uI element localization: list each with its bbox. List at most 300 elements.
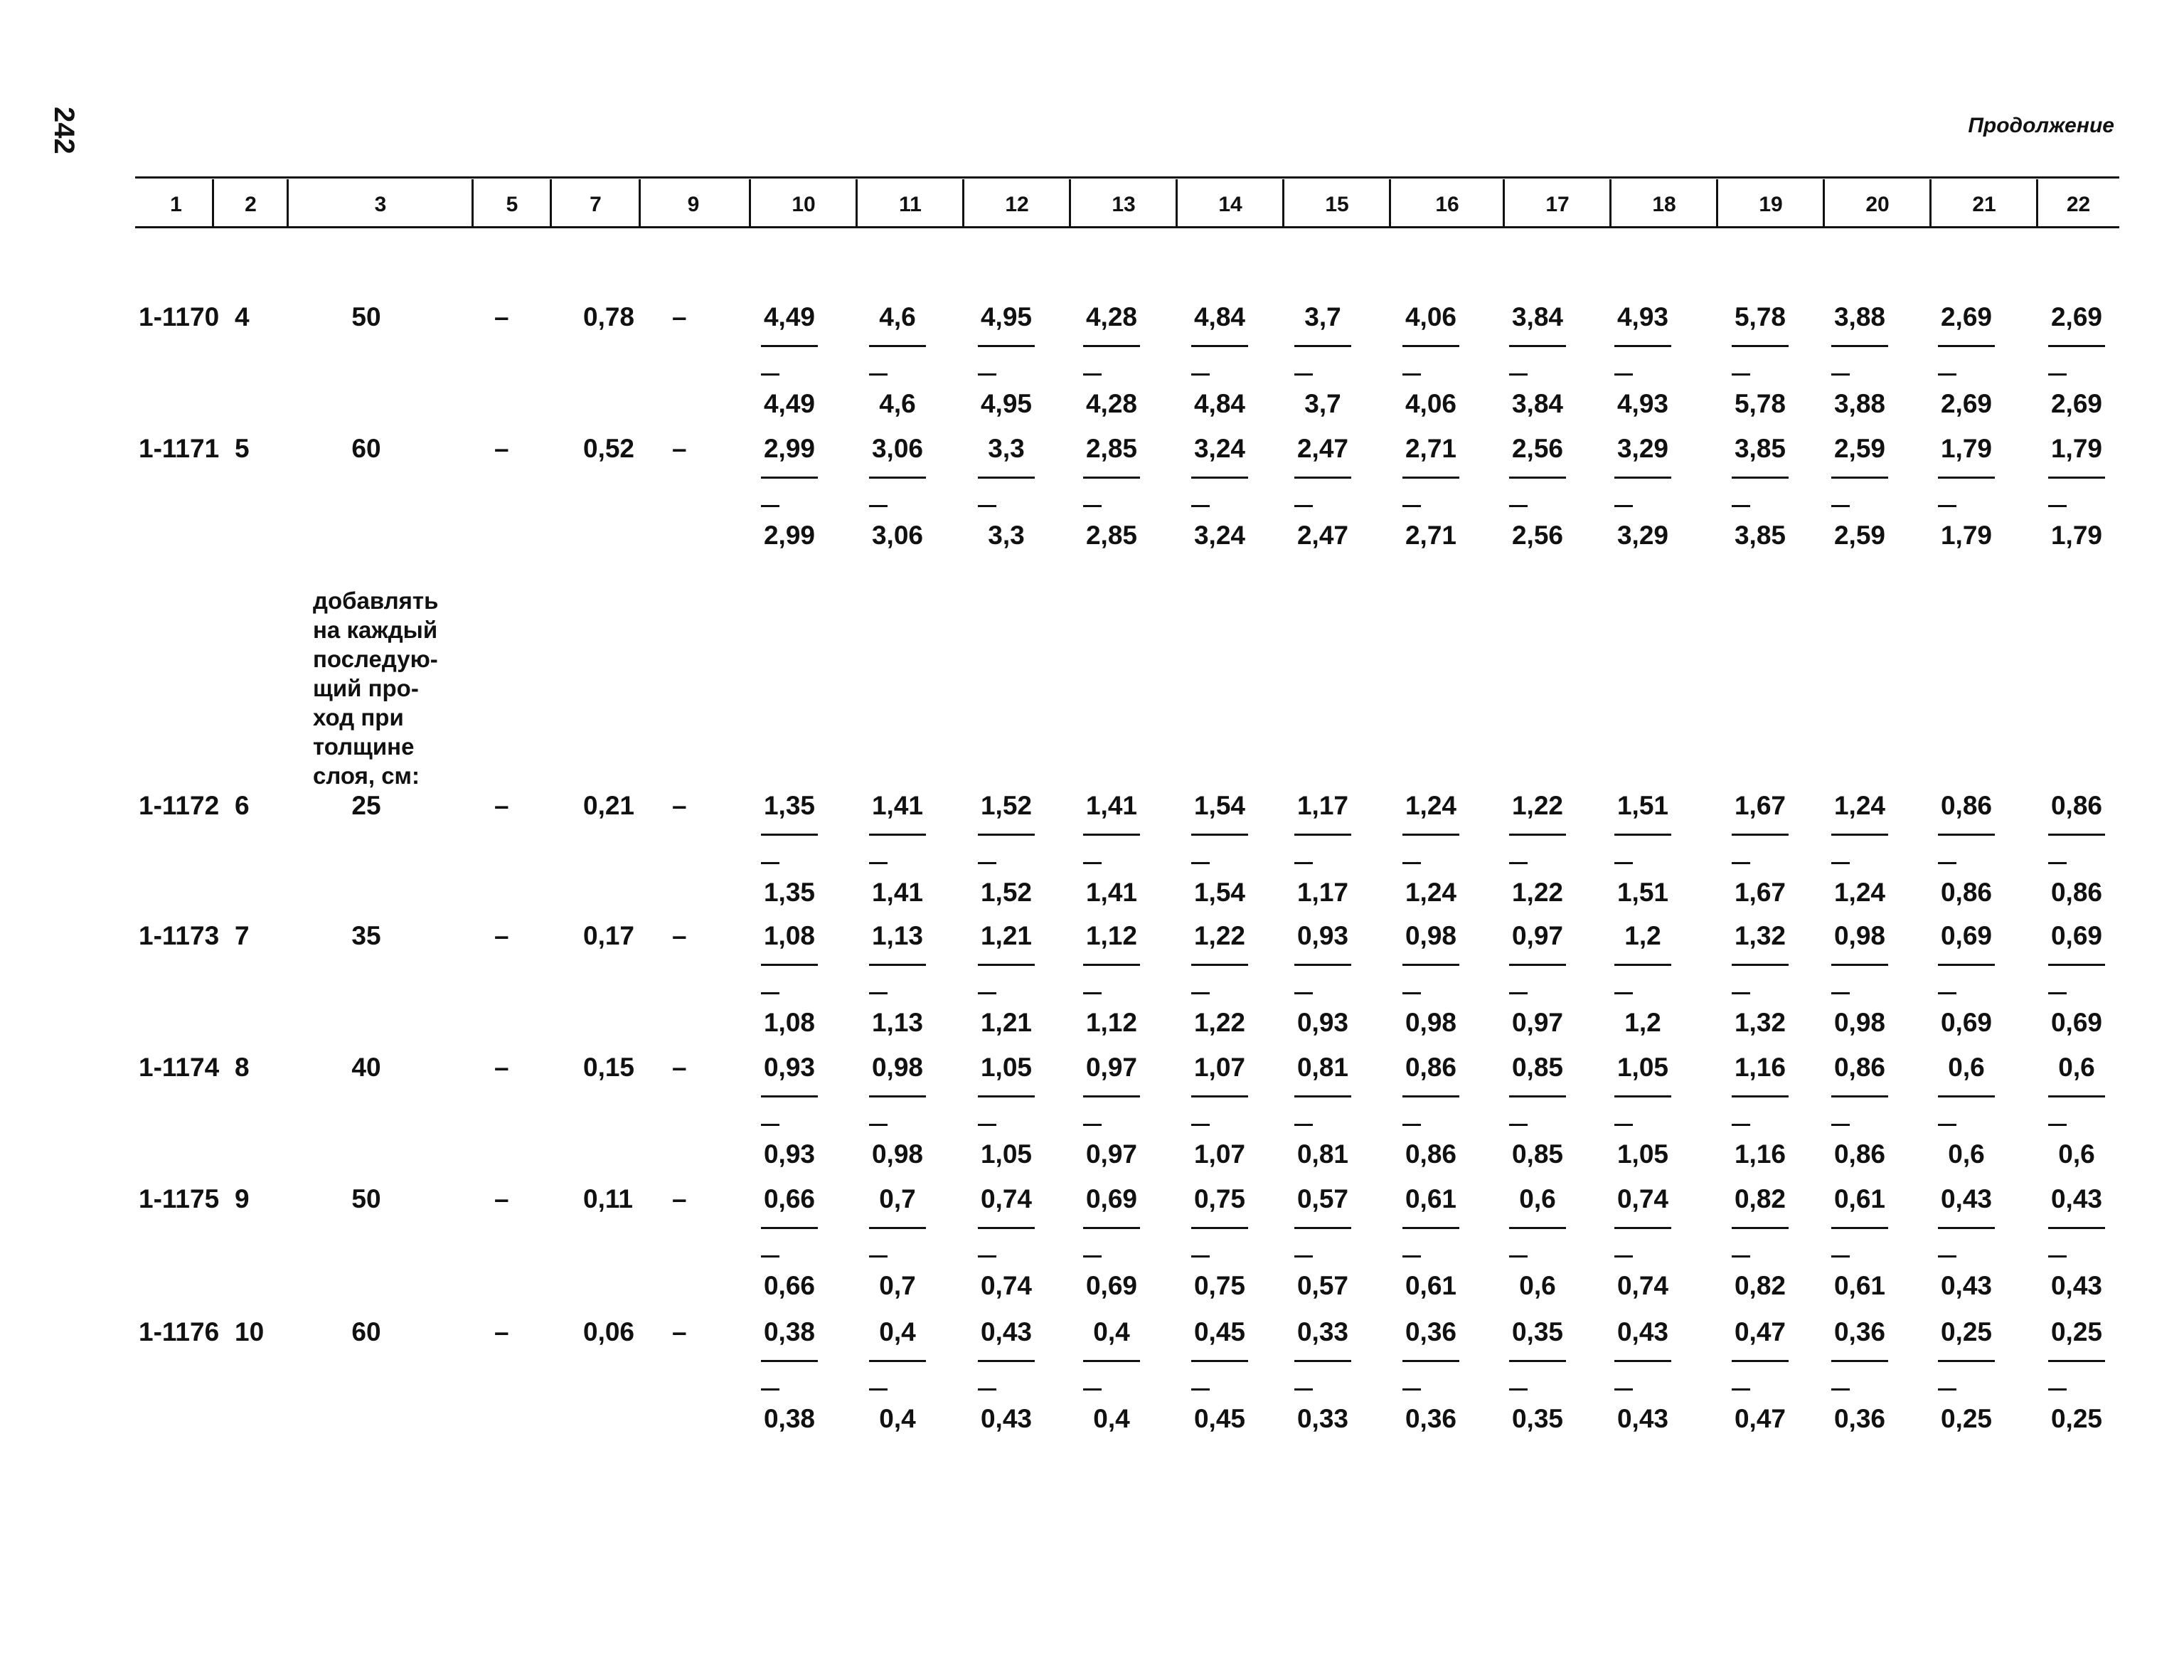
header-separator [550,179,552,226]
value-numerator: 0,4 [1093,1317,1130,1346]
value-denominator: 1,22 [1193,1008,1245,1037]
value-numerator: 1,79 [2050,434,2102,463]
fraction-line [1191,477,1248,479]
row-col7: 0,52 [583,434,635,463]
value-numerator: 0,81 [1296,1053,1348,1082]
value-numerator: 1,24 [1405,791,1456,820]
fraction-dash [1083,505,1102,507]
value-numerator: 0,66 [763,1184,815,1213]
value-denominator: 0,45 [1193,1404,1245,1433]
value-denominator: 4,6 [879,389,916,418]
value-denominator: 4,06 [1405,389,1456,418]
header-separator [2036,179,2038,226]
value-numerator: 0,43 [1616,1317,1668,1346]
row-col9: – [672,1317,687,1346]
fraction-line [2048,834,2105,836]
value-denominator: 0,61 [1405,1271,1456,1300]
value-denominator: 1,52 [980,878,1032,907]
fraction-dash [1732,505,1750,507]
value-numerator: 1,05 [1616,1053,1668,1082]
fraction-line [1614,345,1671,347]
fraction-line [2048,964,2105,966]
value-numerator: 0,45 [1193,1317,1245,1346]
fraction-line [1191,964,1248,966]
value-numerator: 1,32 [1734,921,1786,950]
value-denominator: 1,16 [1734,1139,1786,1169]
fraction-line [1614,834,1671,836]
value-denominator: 1,13 [871,1008,923,1037]
fraction-dash [1831,1255,1850,1258]
header-col-3: 3 [374,193,387,216]
fraction-dash [1831,862,1850,864]
value-denominator: 0,69 [1085,1271,1137,1300]
value-denominator: 4,28 [1085,389,1137,418]
fraction-dash [761,373,779,376]
header-separator [639,179,641,226]
value-numerator: 0,85 [1511,1053,1563,1082]
fraction-dash [1191,862,1210,864]
value-numerator: 2,59 [1833,434,1885,463]
header-separator [1503,179,1505,226]
value-denominator: 0,6 [1948,1139,1985,1169]
row-code: 1-1175 [139,1184,220,1213]
value-numerator: 4,06 [1405,302,1456,331]
fraction-dash [2048,1388,2067,1391]
value-denominator: 0,82 [1734,1271,1786,1300]
value-numerator: 0,43 [2050,1184,2102,1213]
fraction-dash [1732,992,1750,994]
row-col7: 0,17 [583,921,635,950]
fraction-dash [1732,1124,1750,1126]
fraction-dash [1191,1124,1210,1126]
header-col-12: 12 [1005,193,1029,216]
fraction-dash [1294,1124,1313,1126]
value-denominator: 5,78 [1734,389,1786,418]
fraction-line [1294,1360,1351,1362]
fraction-line [1191,834,1248,836]
fraction-dash [1831,1388,1850,1391]
fraction-line [1938,834,1995,836]
value-denominator: 4,49 [763,389,815,418]
fraction-dash [1614,1124,1633,1126]
fraction-dash [1938,1388,1956,1391]
value-denominator: 1,24 [1833,878,1885,907]
header-separator [1823,179,1825,226]
value-denominator: 0,35 [1511,1404,1563,1433]
value-numerator: 3,24 [1193,434,1245,463]
value-numerator: 3,84 [1511,302,1563,331]
value-numerator: 1,67 [1734,791,1786,820]
fraction-line [1083,477,1140,479]
value-numerator: 2,69 [2050,302,2102,331]
value-denominator: 0,69 [1940,1008,1992,1037]
value-denominator: 1,35 [763,878,815,907]
fraction-dash [869,505,888,507]
fraction-line [1083,1095,1140,1097]
value-denominator: 0,4 [1093,1404,1130,1433]
value-denominator: 2,69 [1940,389,1992,418]
header-col-22: 22 [2066,193,2091,216]
fraction-line [1294,345,1351,347]
row-col7: 0,15 [583,1053,635,1082]
header-col-7: 7 [590,193,602,216]
value-numerator: 1,41 [871,791,923,820]
fraction-dash [1294,373,1313,376]
fraction-line [1938,345,1995,347]
row-col5: – [494,921,509,950]
fraction-line [1191,1095,1248,1097]
value-denominator: 3,88 [1833,389,1885,418]
value-numerator: 2,85 [1085,434,1137,463]
row-col9: – [672,302,687,331]
header-col-18: 18 [1652,193,1676,216]
fraction-line [1831,477,1888,479]
value-denominator: 0,97 [1085,1139,1137,1169]
fraction-dash [2048,1124,2067,1126]
value-denominator: 1,05 [1616,1139,1668,1169]
fraction-line [869,345,926,347]
fraction-line [1083,964,1140,966]
fraction-line [1614,1095,1671,1097]
value-denominator: 3,3 [988,521,1025,550]
value-numerator: 2,56 [1511,434,1563,463]
value-numerator: 5,78 [1734,302,1786,331]
fraction-line [2048,477,2105,479]
fraction-dash [761,1255,779,1258]
value-numerator: 4,28 [1085,302,1137,331]
fraction-line [1614,1227,1671,1229]
value-numerator: 0,6 [1948,1053,1985,1082]
fraction-line [1938,1227,1995,1229]
fraction-line [1831,1227,1888,1229]
value-denominator: 1,2 [1624,1008,1661,1037]
fraction-dash [1509,1388,1528,1391]
value-denominator: 0,98 [1405,1008,1456,1037]
value-denominator: 0,36 [1833,1404,1885,1433]
fraction-line [1732,834,1789,836]
fraction-line [978,1095,1035,1097]
header-separator [749,179,751,226]
fraction-line [1294,477,1351,479]
value-numerator: 1,21 [980,921,1032,950]
value-numerator: 0,25 [2050,1317,2102,1346]
fraction-dash [1831,373,1850,376]
value-denominator: 0,47 [1734,1404,1786,1433]
value-denominator: 0,86 [2050,878,2102,907]
value-numerator: 1,16 [1734,1053,1786,1082]
fraction-line [1938,1360,1995,1362]
fraction-dash [1402,1124,1421,1126]
fraction-line [1083,834,1140,836]
value-denominator: 0,25 [2050,1404,2102,1433]
row-col3: 60 [351,434,381,463]
header-col-10: 10 [792,193,816,216]
fraction-dash [1402,862,1421,864]
row-col7: 0,78 [583,302,635,331]
row-col3: 50 [351,302,381,331]
value-denominator: 3,7 [1304,389,1341,418]
value-numerator: 0,69 [1085,1184,1137,1213]
value-numerator: 0,86 [2050,791,2102,820]
row-code: 1-1170 [139,302,220,331]
header-col-19: 19 [1759,193,1783,216]
fraction-dash [1938,1124,1956,1126]
fraction-dash [1191,992,1210,994]
value-denominator: 1,17 [1296,878,1348,907]
fraction-line [1083,1227,1140,1229]
header-col-2: 2 [245,193,257,216]
value-numerator: 0,35 [1511,1317,1563,1346]
fraction-dash [1509,505,1528,507]
fraction-dash [761,992,779,994]
value-numerator: 4,49 [763,302,815,331]
value-denominator: 2,47 [1296,521,1348,550]
fraction-line [978,477,1035,479]
row-col3: 40 [351,1053,381,1082]
row-col9: – [672,791,687,820]
row-number: 10 [235,1317,265,1346]
header-col-14: 14 [1218,193,1242,216]
fraction-line [1614,964,1671,966]
value-numerator: 0,97 [1085,1053,1137,1082]
fraction-dash [1732,1255,1750,1258]
fraction-dash [869,862,888,864]
value-numerator: 0,57 [1296,1184,1348,1213]
fraction-line [1938,964,1995,966]
fraction-line [1402,834,1459,836]
value-numerator: 0,74 [1616,1184,1668,1213]
fraction-dash [1938,992,1956,994]
header-col-9: 9 [687,193,700,216]
value-denominator: 0,43 [2050,1271,2102,1300]
fraction-line [1083,1360,1140,1362]
row-code: 1-1172 [139,791,220,820]
fraction-dash [1509,992,1528,994]
fraction-dash [1614,1388,1633,1391]
fraction-dash [978,1388,996,1391]
fraction-line [1732,345,1789,347]
value-numerator: 3,85 [1734,434,1786,463]
fraction-line [2048,1227,2105,1229]
value-denominator: 4,84 [1193,389,1245,418]
value-numerator: 0,69 [1940,921,1992,950]
fraction-line [1509,1095,1566,1097]
value-numerator: 0,98 [1405,921,1456,950]
value-denominator: 2,59 [1833,521,1885,550]
value-denominator: 0,6 [1519,1271,1556,1300]
header-separator [1282,179,1284,226]
value-denominator: 1,21 [980,1008,1032,1037]
fraction-dash [1191,505,1210,507]
value-denominator: 3,06 [871,521,923,550]
fraction-line [1831,1095,1888,1097]
value-numerator: 0,38 [763,1317,815,1346]
value-denominator: 1,05 [980,1139,1032,1169]
fraction-line [978,834,1035,836]
row-code: 1-1171 [139,434,220,463]
value-denominator: 1,32 [1734,1008,1786,1037]
row-number: 8 [235,1053,250,1082]
value-denominator: 2,85 [1085,521,1137,550]
fraction-line [869,477,926,479]
fraction-line [1294,1095,1351,1097]
fraction-dash [1732,1388,1750,1391]
value-denominator: 0,69 [2050,1008,2102,1037]
value-numerator: 1,2 [1624,921,1661,950]
value-numerator: 0,97 [1511,921,1563,950]
fraction-line [1509,1360,1566,1362]
header-col-11: 11 [899,193,922,216]
value-numerator: 0,74 [980,1184,1032,1213]
value-numerator: 3,7 [1304,302,1341,331]
fraction-dash [1938,862,1956,864]
value-numerator: 3,3 [988,434,1025,463]
fraction-line [1509,1227,1566,1229]
row-col7: 0,21 [583,791,635,820]
value-numerator: 4,84 [1193,302,1245,331]
value-numerator: 1,79 [1940,434,1992,463]
fraction-dash [2048,505,2067,507]
fraction-line [1083,345,1140,347]
fraction-line [1732,1095,1789,1097]
row-col5: – [494,302,509,331]
fraction-dash [978,373,996,376]
fraction-line [1509,477,1566,479]
header-separator [212,179,214,226]
fraction-line [1732,1360,1789,1362]
fraction-dash [761,1388,779,1391]
fraction-line [761,964,818,966]
value-denominator: 3,29 [1616,521,1668,550]
fraction-line [2048,345,2105,347]
value-numerator: 0,86 [1405,1053,1456,1082]
value-numerator: 3,88 [1833,302,1885,331]
value-denominator: 0,86 [1940,878,1992,907]
header-col-21: 21 [1972,193,1996,216]
value-numerator: 0,86 [1940,791,1992,820]
fraction-line [978,964,1035,966]
fraction-dash [1831,1124,1850,1126]
fraction-line [1402,345,1459,347]
fraction-line [1614,1360,1671,1362]
row-number: 6 [235,791,250,820]
row-col5: – [494,1317,509,1346]
value-denominator: 1,51 [1616,878,1668,907]
header-separator [962,179,964,226]
value-denominator: 0,86 [1833,1139,1885,1169]
fraction-dash [869,992,888,994]
fraction-dash [1191,373,1210,376]
header-col-1: 1 [170,193,182,216]
value-numerator: 0,93 [763,1053,815,1082]
fraction-dash [1614,862,1633,864]
row-col7: 0,06 [583,1317,635,1346]
value-denominator: 0,61 [1833,1271,1885,1300]
note-text: добавлять на каждый последую- щий про- ход при толщине слоя, см: [313,588,439,789]
fraction-line [761,1360,818,1362]
fraction-dash [761,862,779,864]
value-denominator: 0,93 [763,1139,815,1169]
fraction-line [1938,1095,1995,1097]
fraction-line [978,1227,1035,1229]
fraction-dash [1614,1255,1633,1258]
fraction-dash [1083,1255,1102,1258]
value-numerator: 0,47 [1734,1317,1786,1346]
header-separator [1069,179,1071,226]
fraction-dash [978,862,996,864]
value-numerator: 0,61 [1405,1184,1456,1213]
value-numerator: 1,07 [1193,1053,1245,1082]
header-separator [472,179,474,226]
value-numerator: 1,22 [1193,921,1245,950]
value-denominator: 0,38 [763,1404,815,1433]
fraction-dash [1831,505,1850,507]
fraction-dash [1294,1255,1313,1258]
value-numerator: 0,6 [1519,1184,1556,1213]
row-col9: – [672,1184,687,1213]
header-top-rule [135,176,2119,179]
fraction-line [1614,477,1671,479]
value-denominator: 1,07 [1193,1139,1245,1169]
fraction-line [869,834,926,836]
value-denominator: 1,79 [2050,521,2102,550]
fraction-line [761,345,818,347]
value-denominator: 0,43 [1616,1404,1668,1433]
value-numerator: 2,47 [1296,434,1348,463]
value-denominator: 1,79 [1940,521,1992,550]
fraction-line [1402,477,1459,479]
value-numerator: 0,36 [1405,1317,1456,1346]
header-col-17: 17 [1545,193,1570,216]
fraction-dash [1402,1255,1421,1258]
fraction-dash [1083,1388,1102,1391]
value-numerator: 4,93 [1616,302,1668,331]
value-numerator: 1,54 [1193,791,1245,820]
row-col3: 60 [351,1317,381,1346]
row-col3: 35 [351,921,381,950]
value-numerator: 1,24 [1833,791,1885,820]
value-denominator: 0,93 [1296,1008,1348,1037]
value-denominator: 2,71 [1405,521,1456,550]
value-numerator: 0,43 [1940,1184,1992,1213]
fraction-dash [1614,373,1633,376]
fraction-line [1402,1227,1459,1229]
fraction-line [761,1095,818,1097]
row-col5: – [494,1184,509,1213]
header-separator [1176,179,1178,226]
value-numerator: 0,98 [871,1053,923,1082]
fraction-dash [1938,373,1956,376]
value-denominator: 0,85 [1511,1139,1563,1169]
value-denominator: 3,84 [1511,389,1563,418]
fraction-line [1509,964,1566,966]
value-denominator: 3,24 [1193,521,1245,550]
value-numerator: 2,99 [763,434,815,463]
header-col-20: 20 [1865,193,1890,216]
value-numerator: 0,7 [879,1184,916,1213]
fraction-dash [1402,373,1421,376]
fraction-dash [1938,505,1956,507]
value-numerator: 0,43 [980,1317,1032,1346]
row-code: 1-1174 [139,1053,220,1082]
fraction-dash [1083,992,1102,994]
fraction-dash [1083,373,1102,376]
value-denominator: 0,6 [2058,1139,2095,1169]
fraction-line [1509,345,1566,347]
value-numerator: 0,25 [1940,1317,1992,1346]
value-denominator: 0,75 [1193,1271,1245,1300]
value-denominator: 2,69 [2050,389,2102,418]
